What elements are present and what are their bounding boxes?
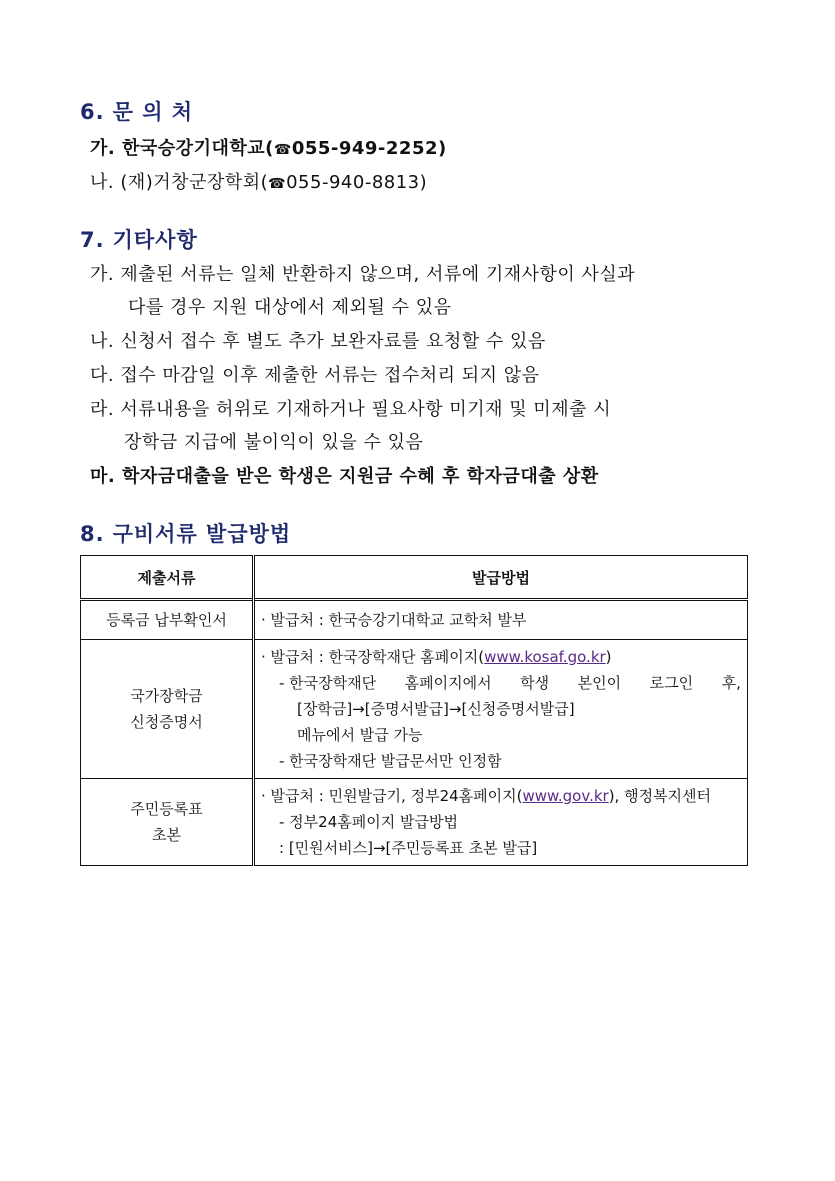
doc-name bbox=[81, 640, 254, 779]
kosaf-link[interactable]: www.kosaf.go.kr bbox=[484, 648, 606, 666]
etc-line-7: 마. 학자금대출을 받은 학생은 지원금 수혜 후 학자금대출 상환 bbox=[90, 466, 599, 487]
method-word: 후, bbox=[721, 674, 741, 692]
etc-line-3: 나. 신청서 접수 후 별도 추가 보완자료를 요청할 수 있음 bbox=[90, 331, 546, 352]
contact-item-2 bbox=[90, 168, 427, 194]
method-word: 홈페이지에서 bbox=[404, 674, 492, 692]
method-line: · 발급처 : 한국승강기대학교 교학처 발부 bbox=[261, 611, 527, 629]
method-word: 로그인 bbox=[649, 674, 694, 692]
header-method: 발급방법 bbox=[254, 556, 748, 600]
section-heading-docs bbox=[80, 518, 291, 548]
phone-icon: ☎ bbox=[273, 142, 292, 158]
doc-name bbox=[81, 600, 254, 640]
header-documents: 제출서류 bbox=[81, 556, 254, 600]
etc-line-2: 다를 경우 지원 대상에서 제외될 수 있음 bbox=[128, 297, 452, 318]
etc-line-5: 라. 서류내용을 허위로 기재하거나 필요사항 미기재 및 미제출 시 bbox=[90, 399, 612, 420]
method-line bbox=[261, 783, 741, 809]
doc-name-line: 초본 bbox=[152, 826, 181, 844]
table-row bbox=[81, 640, 748, 779]
method-line bbox=[261, 670, 741, 696]
etc-line-6: 장학금 지급에 불이익이 있을 수 있음 bbox=[124, 432, 424, 453]
method-line: : [민원서비스]→[주민등록표 초본 발급] bbox=[279, 839, 538, 857]
contact-phone: 055-940-8813) bbox=[286, 172, 428, 193]
doc-method bbox=[254, 640, 748, 779]
doc-name bbox=[81, 779, 254, 866]
method-text: ), 행정복지센터 bbox=[608, 787, 712, 805]
section-title: 문 의 처 bbox=[112, 100, 194, 124]
item-prefix: 나. bbox=[90, 172, 115, 193]
doc-method bbox=[254, 779, 748, 866]
method-text: ) bbox=[605, 648, 612, 666]
gov-link[interactable]: www.gov.kr bbox=[522, 787, 609, 805]
table-row bbox=[81, 779, 748, 866]
doc-name-line: 등록금 납부확인서 bbox=[106, 611, 227, 629]
contact-item-1 bbox=[90, 134, 447, 160]
table-header-row bbox=[81, 556, 748, 600]
contact-name: 한국승강기대학교( bbox=[122, 138, 274, 159]
doc-name-line: 주민등록표 bbox=[130, 800, 203, 818]
method-text: · 발급처 : 한국장학재단 홈페이지( bbox=[261, 648, 485, 666]
phone-icon: ☎ bbox=[268, 176, 287, 192]
section-number: 8. bbox=[80, 522, 105, 546]
method-word: 본인이 bbox=[577, 674, 622, 692]
section-number: 7. bbox=[80, 228, 105, 252]
method-word: 학생 bbox=[520, 674, 550, 692]
section-number: 6. bbox=[80, 100, 105, 124]
section-heading-contact bbox=[80, 96, 193, 126]
contact-name: (재)거창군장학회( bbox=[120, 172, 269, 193]
doc-name-line: 국가장학금 bbox=[130, 687, 203, 705]
method-word: - 한국장학재단 bbox=[279, 674, 377, 692]
method-line: - 정부24홈페이지 발급방법 bbox=[279, 813, 458, 831]
item-prefix: 가. bbox=[90, 138, 116, 159]
method-line bbox=[261, 644, 741, 670]
table-row bbox=[81, 600, 748, 640]
contact-phone: 055-949-2252) bbox=[291, 138, 447, 159]
etc-line-4: 다. 접수 마감일 이후 제출한 서류는 접수처리 되지 않음 bbox=[90, 365, 540, 386]
method-line: [장학금]→[증명서발급]→[신청증명서발급] bbox=[297, 700, 575, 718]
method-line: 메뉴에서 발급 가능 bbox=[297, 726, 423, 744]
method-text: · 발급처 : 민원발급기, 정부24홈페이지( bbox=[261, 787, 523, 805]
section-title: 구비서류 발급방법 bbox=[112, 522, 292, 546]
documents-table bbox=[80, 555, 748, 866]
doc-name-line: 신청증명서 bbox=[130, 713, 203, 731]
doc-method bbox=[254, 600, 748, 640]
etc-line-1: 가. 제출된 서류는 일체 반환하지 않으며, 서류에 기재사항이 사실과 bbox=[90, 264, 636, 285]
method-line: - 한국장학재단 발급문서만 인정함 bbox=[279, 752, 502, 770]
section-title: 기타사항 bbox=[112, 228, 198, 252]
section-heading-etc bbox=[80, 224, 198, 254]
